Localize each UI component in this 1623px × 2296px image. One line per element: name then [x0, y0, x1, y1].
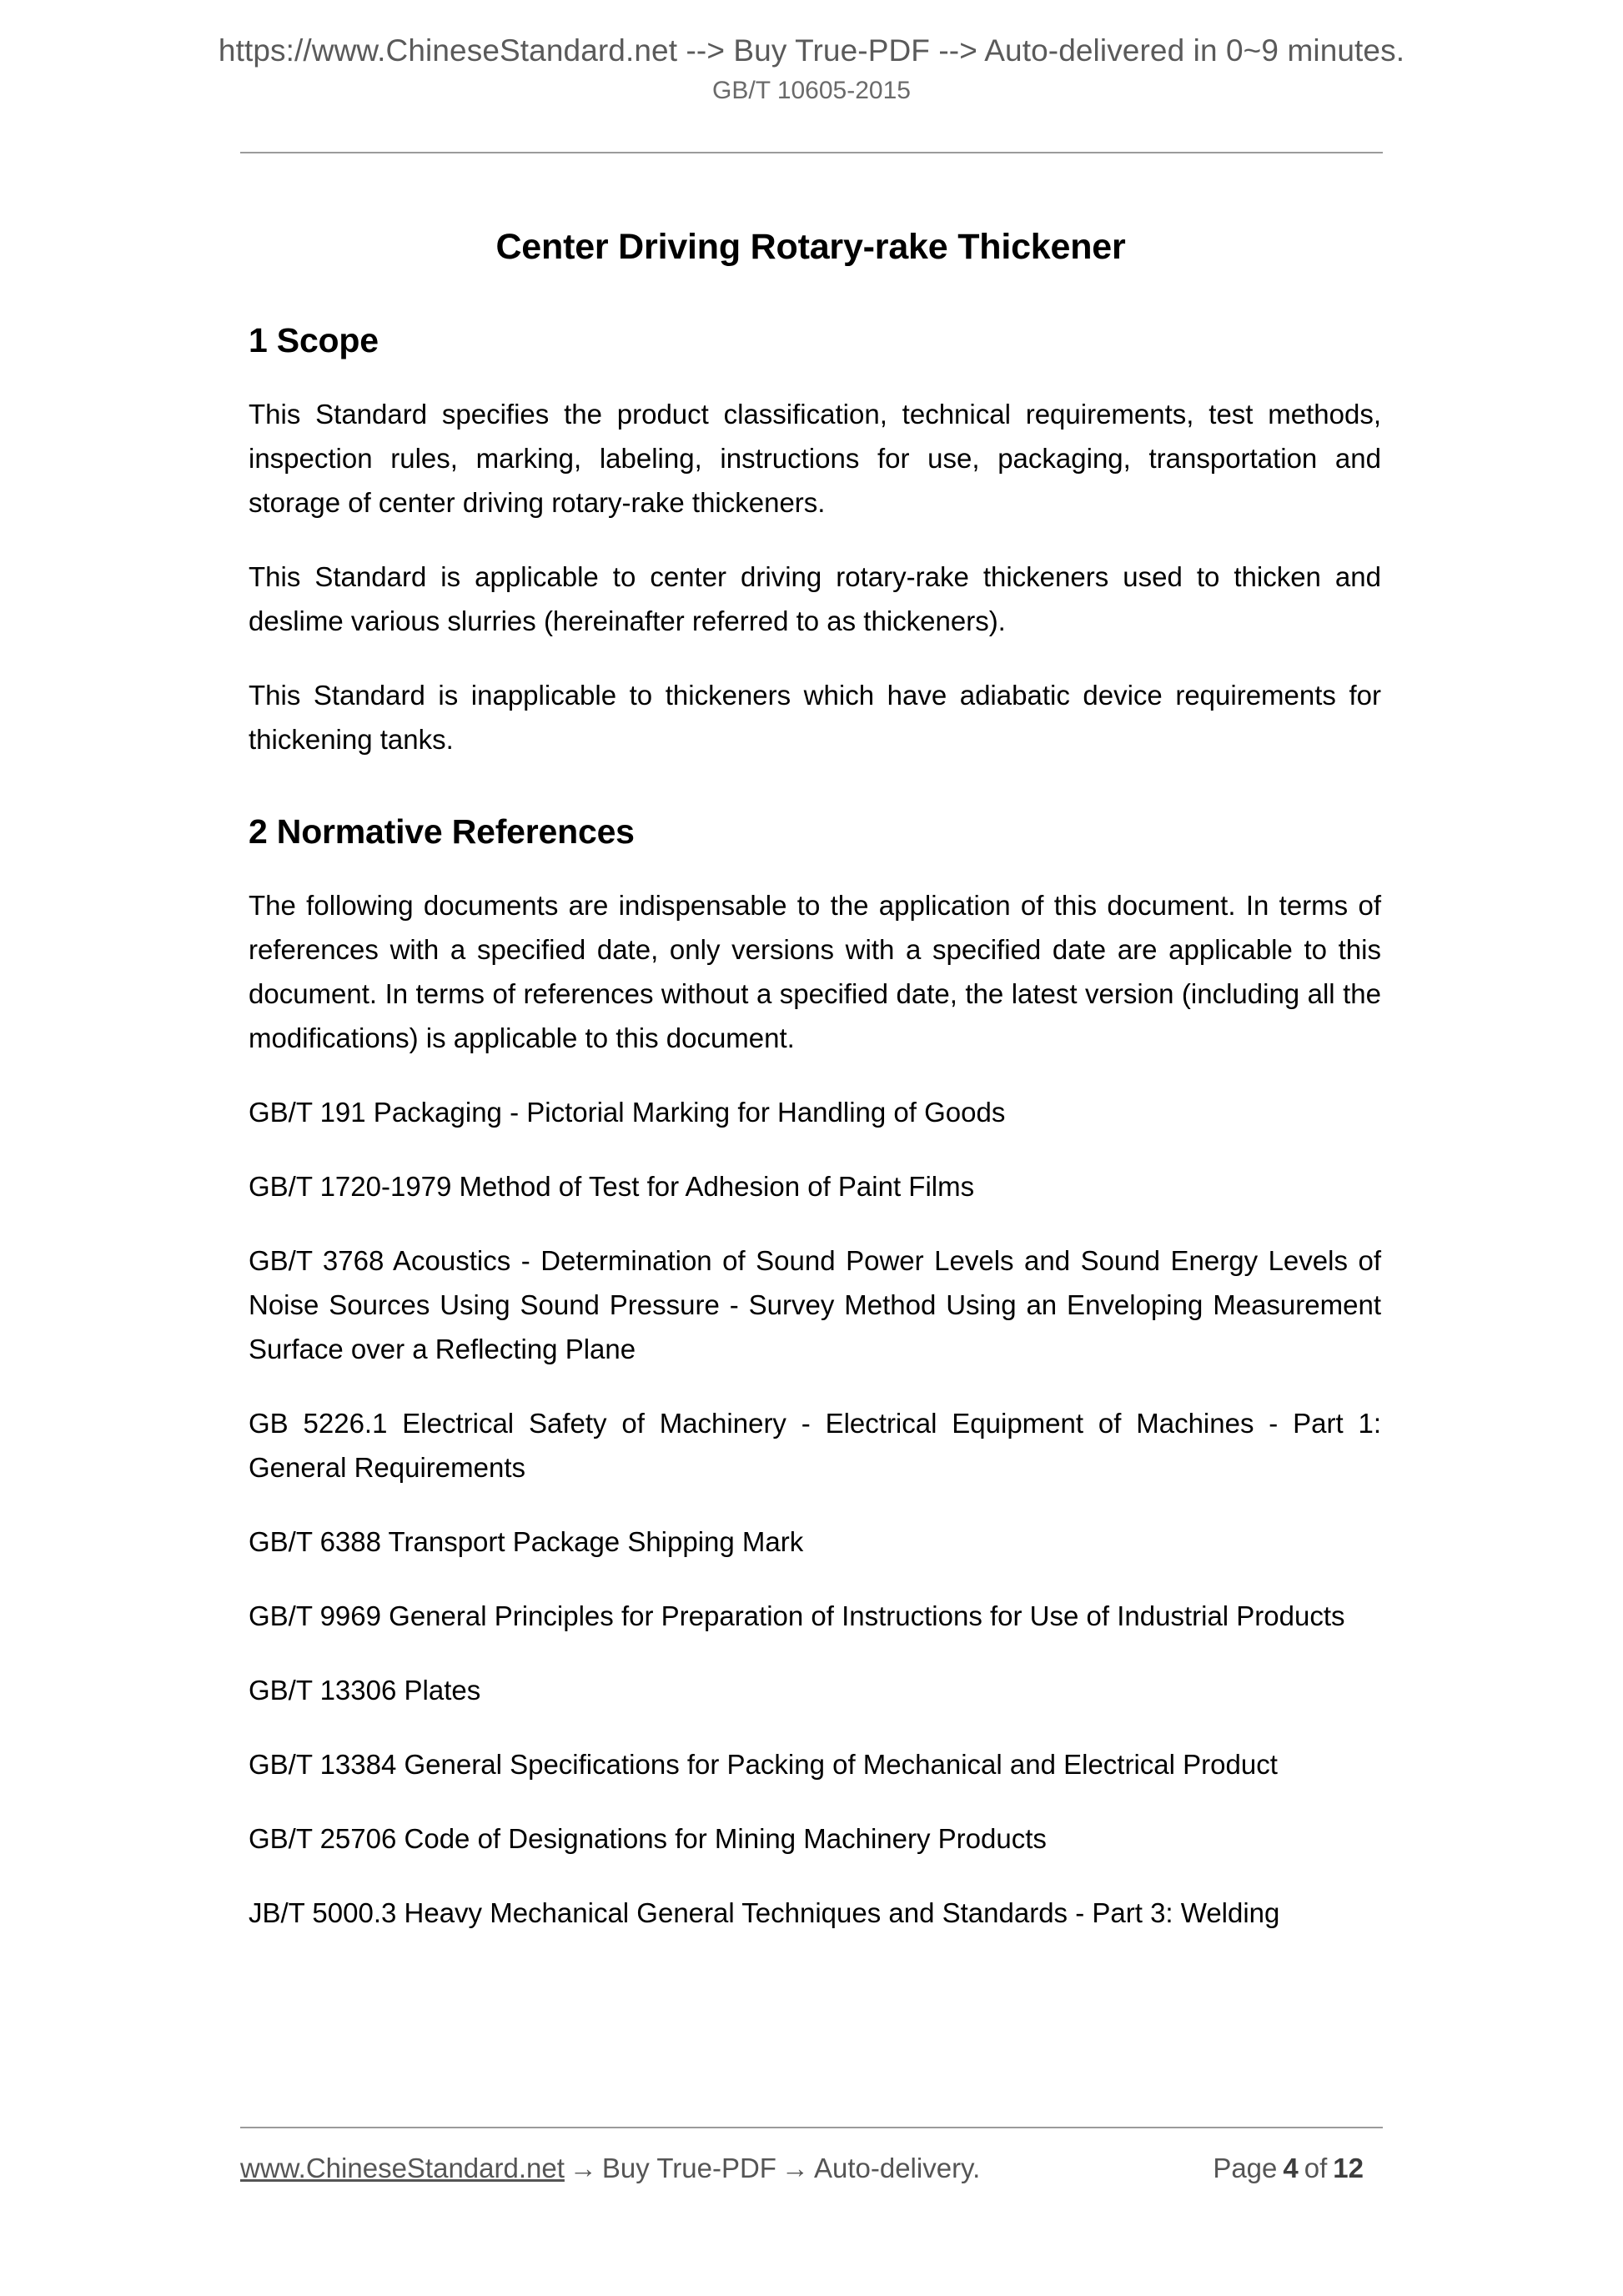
footer-site-link[interactable]: www.ChineseStandard.net	[240, 2153, 565, 2183]
scope-paragraph: This Standard is applicable to center driving rotary-rake thickeners used to thicken and deslime various slurries (hereinafter referred to as thickeners).	[249, 561, 1381, 636]
of-label: of	[1304, 2153, 1328, 2183]
promo-banner-text: https://www.ChineseStandard.net --> Buy True-PDF --> Auto-delivered in 0~9 minutes.	[218, 33, 1405, 68]
arrow-right-icon: →	[781, 2153, 809, 2183]
list-item: GB/T 6388 Transport Package Shipping Mark	[249, 1526, 804, 1557]
list-item: GB/T 13306 Plates	[249, 1675, 481, 1706]
page-title: Center Driving Rotary-rake Thickener	[495, 227, 1126, 267]
normative-references-intro: The following documents are indispensable to the application of this document. In terms of references with a specified date, only versions with a specified date are applicable to this document. In terms of references without a specified date, the latest version (including all the modifications) is applicable to this document.	[249, 890, 1381, 1053]
footer-delivery-label: Auto-delivery.	[813, 2153, 981, 2183]
standard-code-label: GB/T 10605-2015	[712, 77, 911, 104]
current-page-number: 4	[1283, 2153, 1299, 2183]
list-item: GB 5226.1 Electrical Safety of Machinery - Electrical Equipment of Machines - Part 1: General Requirements	[249, 1408, 1381, 1483]
list-item: GB/T 9969 General Principles for Preparation of Instructions for Use of Industrial Products	[249, 1600, 1345, 1631]
scope-paragraph: This Standard is inapplicable to thickeners which have adiabatic device requirements for thickening tanks.	[249, 680, 1381, 755]
list-item: GB/T 25706 Code of Designations for Mining Machinery Products	[249, 1823, 1047, 1854]
footer-promo	[240, 2150, 980, 2187]
list-item: GB/T 1720-1979 Method of Test for Adhesion of Paint Films	[249, 1171, 975, 1202]
footer-buy-label: Buy True-PDF	[601, 2153, 776, 2183]
arrow-right-icon: →	[569, 2153, 597, 2183]
total-page-number: 12	[1333, 2153, 1364, 2183]
page-label: Page	[1213, 2153, 1278, 2183]
page-content	[240, 208, 1381, 1935]
list-item: JB/T 5000.3 Heavy Mechanical General Techniques and Standards - Part 3: Welding	[249, 1897, 1280, 1928]
footer-divider	[240, 2127, 1383, 2128]
section-heading-normative-references: 2 Normative References	[249, 812, 635, 851]
scope-paragraph: This Standard specifies the product classification, technical requirements, test methods, inspection rules, marking, labeling, instructions for use, packaging, transportation and storage of center driving rotary-rake thickeners.	[249, 399, 1381, 518]
list-item: GB/T 3768 Acoustics - Determination of Sound Power Levels and Sound Energy Levels of Noise Sources Using Sound Pressure - Survey Method Using an Enveloping Measurement Surface over a Reflecting Plane	[249, 1245, 1381, 1364]
page-footer	[240, 2150, 1383, 2187]
header-divider	[240, 152, 1383, 153]
section-heading-scope: 1 Scope	[249, 321, 379, 359]
normative-reference-list	[240, 1060, 1381, 1935]
list-item: GB/T 13384 General Specifications for Packing of Mechanical and Electrical Product	[249, 1749, 1278, 1780]
page-indicator	[1211, 2150, 1383, 2187]
promo-header	[0, 32, 1623, 107]
list-item: GB/T 191 Packaging - Pictorial Marking for Handling of Goods	[249, 1097, 1006, 1128]
